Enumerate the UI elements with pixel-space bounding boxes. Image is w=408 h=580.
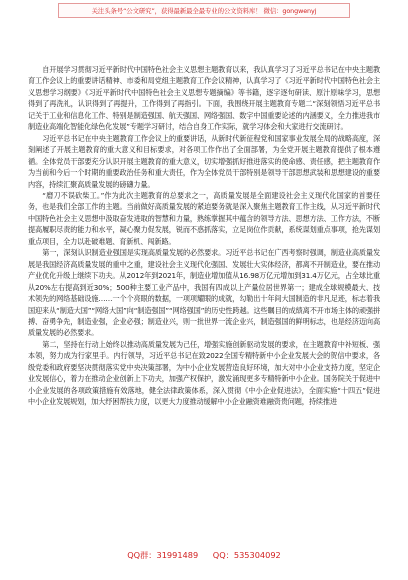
paragraph: “磨刀不误砍柴工。”作为此次主题教育的总要求之一，高质量发展是全面建设社会主义现代化国家的首要任务，也是我们全部工作的主题。当前做好高质量发展的紧迫要务就是深入聚焦主题教育工作主线，从习近平新时代中国特色社会主义思想中汲取奋发进取的智慧和力量，熟练掌握其中蕴含的领导方法、思想方法、工作方法，不断提高履职尽责的能力和水平，凝心聚力促发展，锐而不惑抓落实，立足岗位作贡献，系统谋划重点事项，抢先谋划重点项目，全力以赴破难题、育新机、闯新路。 [28, 190, 380, 246]
paragraph: 第二，坚持在行动上始终以推动高质量发展为己任，增强实施创新驱动发展的要求，在主题教育中补短板、强本领，努力成为行家里手。内行领导，习近平总书记在致2022全国专精特新中小企业发展大会的贺信中要求，各级党委和政府要坚决贯彻落实党中央决策部署，为中小企业发展营造良好环境，加大对中小企业支持力度，坚定企业发展信心，着力在推动企业创新上下功夫，加强产权保护，激发涌现更多专精特新中小企业。国务院关于促进中小企业发展的各项政策措施有效落地，健全法律政策体系，深入贯彻《中小企业促进法》，全面实施“十四五”促进中小企业发展规划，加大纾困帮扶力度，以更大力度推动缓解中小企业融资难融资贵问题，持续推进 [28, 339, 380, 407]
header-banner [58, 3, 350, 18]
qq-group: QQ群：31991489 [127, 550, 199, 560]
paragraph: 习近平总书记在中央主题教育工作会议上的重要讲话，从新时代新征程党和国家事业发展全局的战略高度，深刻阐述了开展主题教育的重大意义和目标要求，对各项工作作出了全面部署，为全党开展主题教育提供了根本遵循。全体党员干部要充分认识开展主题教育的重大意义，切实增强抓好推进落实的使命感、责任感，把主题教育作为当前和今后一个时期的重要政治任务和重大责任，作为全体党员干部特别是领导干部思想武装和思想建设的重要内容，持续汇聚高质量发展的磅礴力量。 [28, 133, 380, 189]
paragraph: 第一，深刻认识制造业强国是实现高质量发展的必然要求。习近平总书记在广西考察时强调，制造业高质量发展是我国经济高质量发展的重中之重，建设社会主义现代化强国、发展壮大实体经济，都离不开制造业，要在推动产业优化升级上继续下功夫。从2012年到2021年，制造业增加值从16.98万亿元增加到31.4万亿元，占全球比重从20%左右提高到近30%；500种主要工业产品中，我国有四成以上产量位居世界第一；建成全球规模最大、技术领先的网络基础设施……一个个亮眼的数据，一项项耀眼的成就，勾勒出十年间大国制造的非凡足迹，标志着我国迎来从“制造大国”“网络大国”向“制造强国”“网络强国”的历史性跨越。这些瞩目的成绩离不开市场主体的顽强拼搏、奋勇争先，制造业强，企业必强；制造业兴，则一批世界一流企业兴，制造强国的鲜明标志，也是经济迈向高质量发展的必然要求。 [28, 248, 380, 338]
document-body [28, 64, 380, 408]
paragraph: 自开展学习贯彻习近平新时代中国特色社会主义思想主题教育以来，我认真学习了习近平总书记在中央主题教育工作会议上的重要讲话精神、市委和局党组主题教育工作会议精神，认真学习了《习近平新时代中国特色社会主义思想学习纲要》《习近平新时代中国特色社会主义思想专题摘编》等书籍，逐字逐句研读、原汁原味学习，思想得到了再洗礼，认识得到了再提升，工作得到了再指引。下面，我围绕开展主题教育专题二“深刻领悟习近平总书记关于工业和信息化工作、特别是制造强国、航天强国、网络强国、数字中国重要论述的内涵要义，全力推进我市制造业高端化智能化绿色化发展”专题学习研讨，结合自身工作实际，就学习体会和大家进行交流研讨。 [28, 65, 380, 132]
footer-contact [0, 550, 408, 560]
banner-text: 关注头条号“公文研究”，获得最新最全最专业的公文资料库！ 微信：gongwenyj [91, 7, 317, 15]
qq-number: QQ：535304092 [212, 550, 281, 560]
